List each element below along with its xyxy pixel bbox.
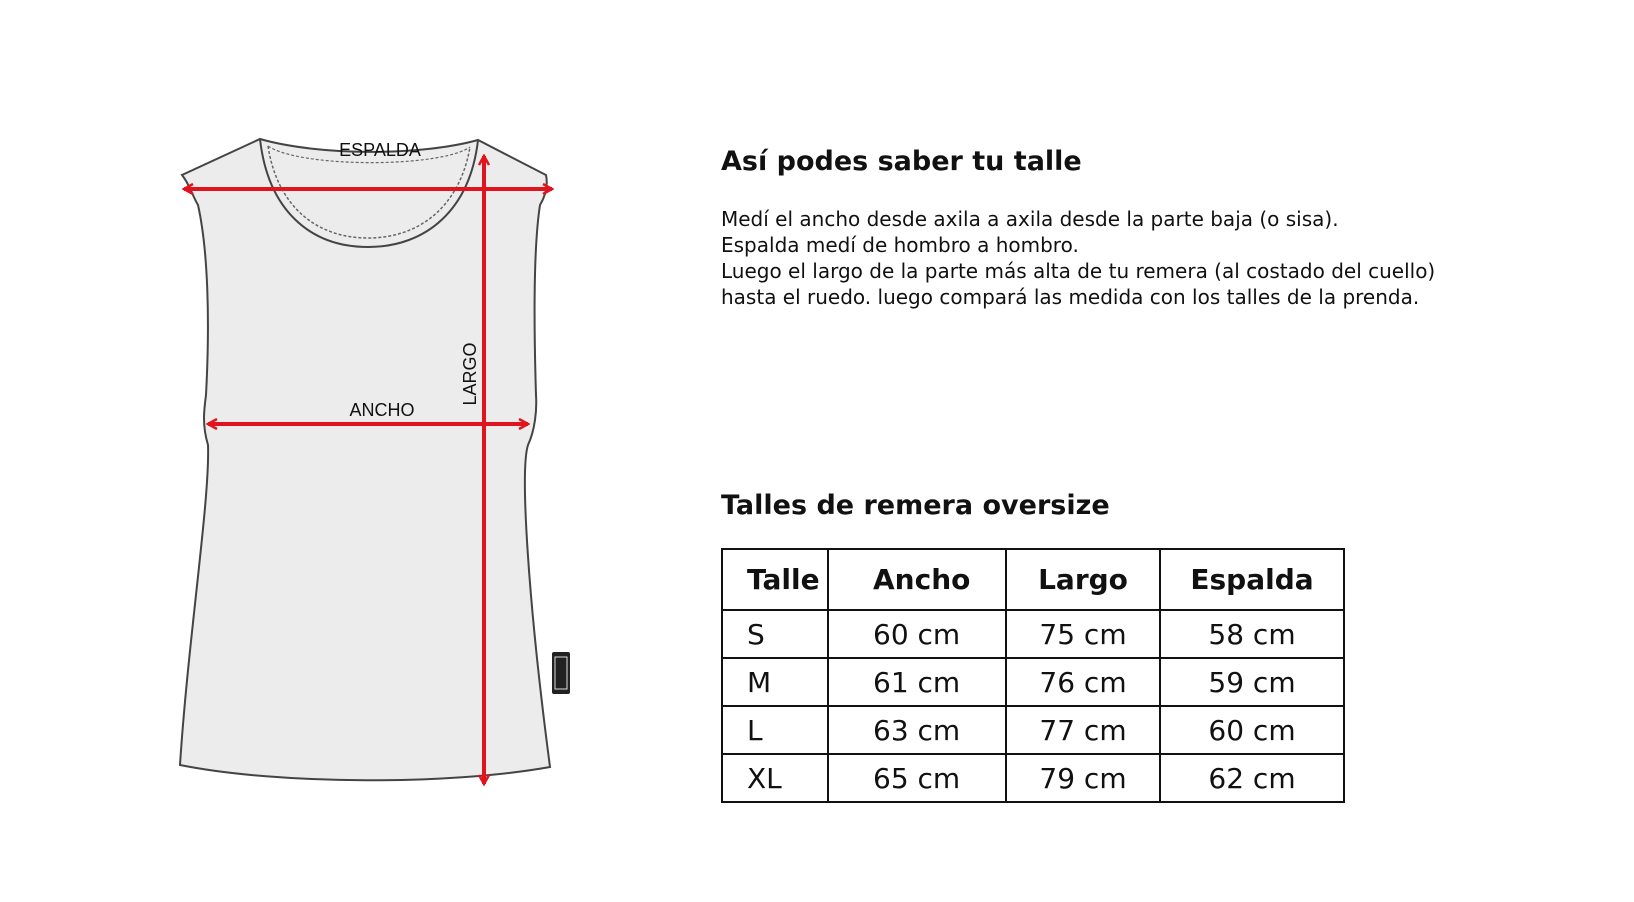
table-cell: 75 cm — [1006, 610, 1160, 658]
table-header-cell: Largo — [1006, 549, 1160, 610]
guide-instructions — [721, 206, 1435, 310]
size-table-title: Talles de remera oversize — [721, 490, 1110, 521]
table-cell: XL — [722, 754, 828, 802]
size-table — [721, 548, 1345, 803]
instruction-line: Espalda medí de hombro a hombro. — [721, 233, 1079, 257]
table-header-row — [722, 549, 1344, 610]
table-cell: 58 cm — [1160, 610, 1344, 658]
table-cell: 77 cm — [1006, 706, 1160, 754]
tshirt-measurement-diagram — [0, 0, 660, 902]
width-label: ANCHO — [349, 400, 415, 420]
table-cell: 62 cm — [1160, 754, 1344, 802]
table-row — [722, 610, 1344, 658]
table-header-cell: Espalda — [1160, 549, 1344, 610]
table-cell: 79 cm — [1006, 754, 1160, 802]
table-row — [722, 706, 1344, 754]
tshirt-illustration — [180, 139, 570, 780]
table-cell: S — [722, 610, 828, 658]
table-row — [722, 754, 1344, 802]
table-cell: 59 cm — [1160, 658, 1344, 706]
table-cell: M — [722, 658, 828, 706]
instruction-line: hasta el ruedo. luego compará las medida con los talles de la prenda. — [721, 285, 1420, 309]
table-cell: 61 cm — [828, 658, 1006, 706]
instruction-line: Luego el largo de la parte más alta de tu remera (al costado del cuello) — [721, 259, 1436, 283]
table-cell: 60 cm — [1160, 706, 1344, 754]
table-cell: 76 cm — [1006, 658, 1160, 706]
table-cell: 65 cm — [828, 754, 1006, 802]
table-header-cell: Talle — [722, 549, 828, 610]
table-cell: 63 cm — [828, 706, 1006, 754]
table-row — [722, 658, 1344, 706]
tshirt-body — [180, 139, 550, 780]
instruction-line: Medí el ancho desde axila a axila desde la parte baja (o sisa). — [721, 207, 1339, 231]
table-cell: L — [722, 706, 828, 754]
table-header-cell: Ancho — [828, 549, 1006, 610]
back-label: ESPALDA — [339, 140, 421, 160]
table-cell: 60 cm — [828, 610, 1006, 658]
length-label: LARGO — [460, 342, 480, 406]
guide-title: Así podes saber tu talle — [721, 146, 1082, 177]
